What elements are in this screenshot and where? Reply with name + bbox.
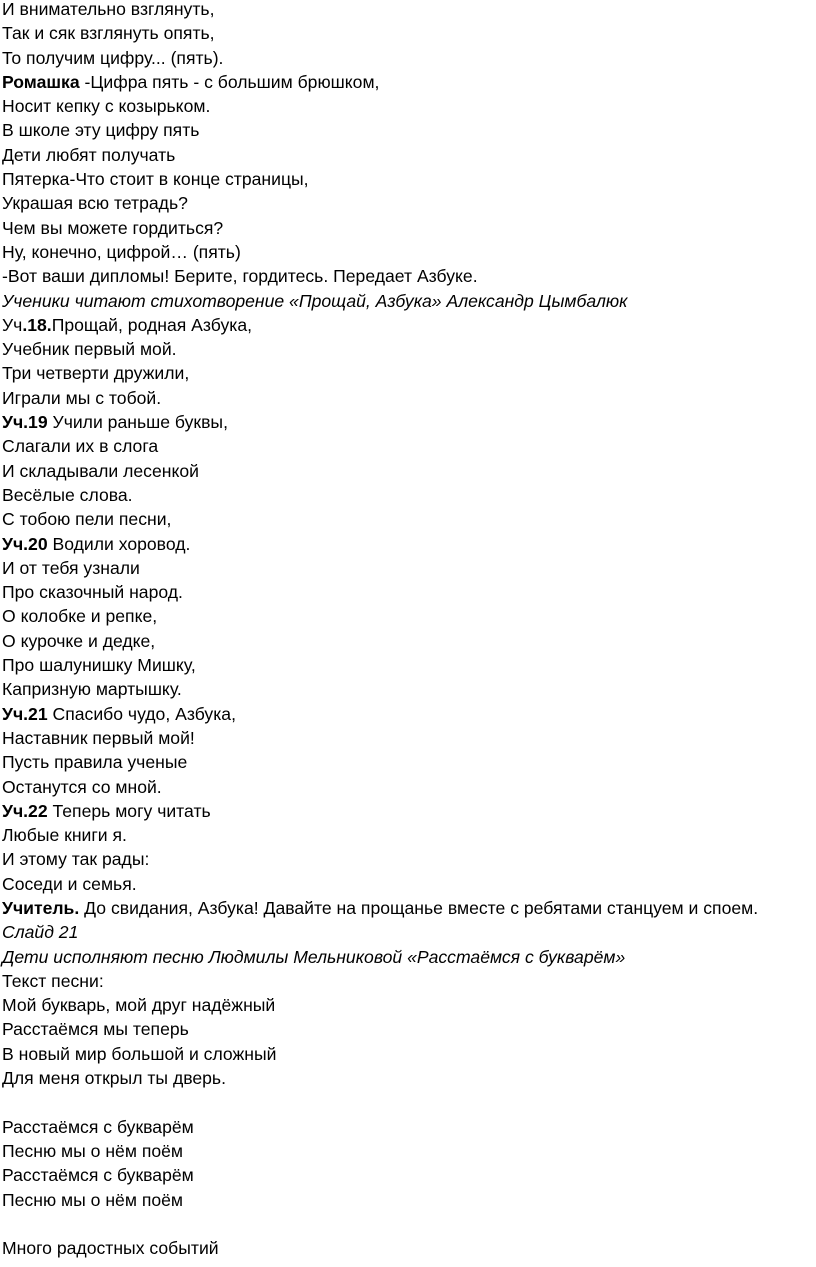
text-line [2,361,814,385]
line-text: Ученики читают стихотворение «Прощай, Азбука» Александр Цымбалюк [2,290,628,311]
text-line [2,507,814,531]
line-text: Носит кепку с козырьком. [2,96,211,117]
line-text: Дети исполняют песню Людмилы Мельниковой «Расстаёмся с букварём» [2,946,626,967]
line-text: Песню мы о нём поём [2,1140,184,1161]
line-text: О курочке и дедке, [2,630,156,651]
text-line [2,532,814,556]
line-text: Теперь могу читать [47,800,211,821]
line-text: Текст песни: [2,970,104,991]
text-line [2,337,814,361]
line-text: Спасибо чудо, Азбука, [47,703,236,724]
text-line [2,1139,814,1163]
text-line [2,46,814,70]
text-line [2,240,814,264]
line-text: -Вот ваши дипломы! Берите, гордитесь. Передает Азбуке. [2,266,478,287]
text-line [2,653,814,677]
line-text: О колобке и репке, [2,606,158,627]
speaker-label: Уч.20 [2,533,48,554]
line-text: И этому так рады: [2,849,150,870]
text-line [2,1236,814,1260]
text-line [2,1188,814,1212]
line-text: Слайд 21 [2,922,79,943]
line-text: Дети любят получать [2,144,176,165]
line-text: Останутся со мной. [2,776,162,797]
text-line [2,726,814,750]
line-text: Три четверти дружили, [2,363,190,384]
text-line [2,1017,814,1041]
text-line [2,118,814,142]
line-text: Любые книги я. [2,825,127,846]
line-text: С тобою пели песни, [2,509,172,530]
line-text: Весёлые слова. [2,484,133,505]
text-line [2,0,814,21]
line-text: Так и сяк взглянуть опять, [2,23,215,44]
text-line [2,847,814,871]
blank-line [2,1090,814,1114]
text-line [2,872,814,896]
text-line [2,750,814,774]
text-line [2,969,814,993]
line-text: Слагали их в слога [2,436,159,457]
blank-line [2,1212,814,1236]
line-text: Водили хоровод. [47,533,191,554]
text-line [2,1042,814,1066]
line-text: Про шалунишку Мишку, [2,655,196,676]
speaker-label: Ромашка [2,71,80,92]
text-line [2,410,814,434]
text-line [2,1163,814,1187]
document-body [2,0,814,1260]
stage-direction-line [2,945,814,969]
line-text: Учебник первый мой. [2,339,177,360]
line-text: Много радостных событий [2,1238,219,1259]
line-text: Капризную мартышку. [2,679,182,700]
line-text: До свидания, Азбука! Давайте на прощанье вместе с ребятами станцуем и споем. [79,897,759,918]
text-line [2,993,814,1017]
line-text: Пусть правила ученые [2,752,188,773]
text-line [2,459,814,483]
line-text: Уч [2,314,23,335]
text-line [2,823,814,847]
line-text: Прощай, родная Азбука, [51,314,252,335]
line-text: Расстаёмся с букварём [2,1116,194,1137]
speaker-label: Уч.21 [2,703,48,724]
text-line [2,677,814,701]
text-line [2,702,814,726]
text-line [2,386,814,410]
speaker-label: Уч.22 [2,800,48,821]
line-text: Соседи и семья. [2,873,137,894]
text-line [2,775,814,799]
line-text: Ну, конечно, цифрой… (пять) [2,241,241,262]
line-text: Про сказочный народ. [2,582,183,603]
text-line [2,1066,814,1090]
speaker-label: Уч.19 [2,412,48,433]
line-text: Расстаёмся с букварём [2,1165,194,1186]
line-text: Пятерка-Что стоит в конце страницы, [2,169,309,190]
text-line [2,556,814,580]
text-line [2,21,814,45]
text-line [2,1115,814,1139]
line-text: Наставник первый мой! [2,727,195,748]
line-text: Чем вы можете гордиться? [2,217,224,238]
text-line [2,604,814,628]
speaker-label: Учитель. [2,897,80,918]
line-text: Для меня открыл ты дверь. [2,1068,226,1089]
text-line [2,167,814,191]
speaker-label: .18. [22,314,52,335]
line-text: -Цифра пять - с большим брюшком, [79,71,380,92]
line-text: И складывали лесенкой [2,460,199,481]
line-text: Играли мы с тобой. [2,387,162,408]
line-text: Мой букварь, мой друг надёжный [2,995,276,1016]
line-text: И внимательно взглянуть, [2,0,215,19]
text-line [2,143,814,167]
text-line [2,629,814,653]
line-text: То получим цифру... (пять). [2,47,224,68]
text-line [2,313,814,337]
line-text: Песню мы о нём поём [2,1189,184,1210]
stage-direction-line [2,920,814,944]
line-text: В новый мир большой и сложный [2,1043,277,1064]
text-line [2,580,814,604]
text-line [2,70,814,94]
text-line [2,216,814,240]
text-line [2,799,814,823]
text-line [2,434,814,458]
text-line [2,264,814,288]
text-line [2,191,814,215]
line-text: Учили раньше буквы, [47,412,228,433]
line-text: Украшая всю тетрадь? [2,193,188,214]
text-line [2,483,814,507]
stage-direction-line [2,289,814,313]
line-text: Расстаёмся мы теперь [2,1019,189,1040]
text-line [2,94,814,118]
line-text: В школе эту цифру пять [2,120,200,141]
text-line [2,896,814,920]
line-text: И от тебя узнали [2,557,140,578]
